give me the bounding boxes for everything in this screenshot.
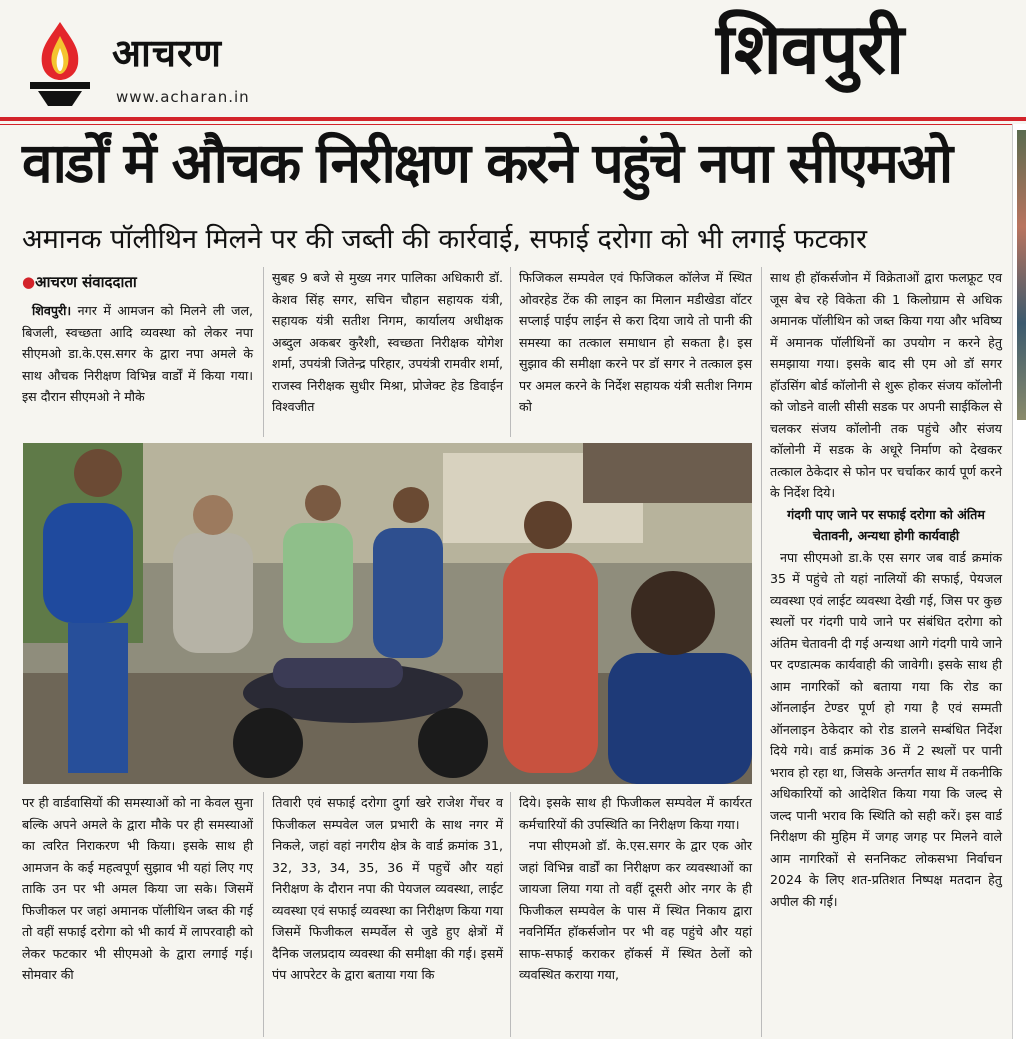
page-title: वार्डों में औचक निरीक्षण करने पहुंचे नपा सीएमओ: [22, 131, 952, 195]
subheadline: अमानक पॉलीथिन मिलने पर की जब्ती की कार्रवाई, सफाई दरोगा को भी लगाई फटकार: [22, 224, 867, 255]
city-section-title: शिवपुरी: [716, 8, 904, 90]
news-photo: [23, 443, 752, 784]
paragraph: नपा सीएमओ डॉ. के.एस.सगर के द्वार एक ओर जहां विभिन्न वार्डों का निरीक्षण कर व्यवस्थाओं का जायजा लिया गया तो वहीं दूसरी ओर नगर के ही फिजीकल सम्पवेल के पास में स्थित निकाय द्वारा नवनिर्मित हॉकर्सजोन पर भी वह पहुंचे और यहां साफ-सफाई कराकर हॉकर्स में स्थित ठेलों को व्यवस्थित कराया गया,: [519, 838, 752, 982]
masthead-rule: [0, 117, 1026, 121]
article-column-3-bottom: [519, 792, 752, 986]
paragraph: नपा सीएमओ डा.के एस सगर जब वार्ड क्रमांक 35 में पहुंचे तो यहां नालियों की सफाई, पेयजल व्यवस्था एवं लाईट व्यवस्था देखी गई, जिस पर कुछ स्थलों पर गंदगी पाये जाने पर संबंधित दरोगा को अंतिम चेतावनी दी गई अन्यथा आगे गंदगी पाये जाने पर दण्डात्मक कार्यवाही की जावेगी। इसके साथ ही आम नागरिकों को बताया गया कि रोड का ऑनलाईन टेण्डर पूर्ण हो गया है एवं सम्मती ऑनलाइन ठेकेदार को रोड डालने सम्बंधित निर्देश दिये गये। वार्ड क्रमांक 36 में 2 स्थलों पर पानी भराव हो रहा था, जिसके अन्तर्गत साथ में तकनीकि अधिकारियों को आदेशित किया गया कि जल्द से जल्द पानी भराव कि स्थिति को सही करें। इस वार्ड निरीक्षण की मुहिम में जगह जगह पर मिलने वाले आम नागरिकों से सननिकट लोकसभा निर्वाचन 2024 के लिए शत-प्रतिशत निष्पक्ष मतदान हेतु अपील की गई।: [770, 549, 1002, 909]
column-rule: [510, 792, 511, 1037]
column-rule: [510, 267, 511, 437]
article-column-4: [770, 267, 1002, 912]
paragraph: दिये। इसके साथ ही फिजीकल सम्पवेल में कार्यरत कर्मचारियों की उपस्थिति का निरीक्षण किया गया।: [519, 795, 752, 832]
paragraph: पर ही वार्डवासियों की समस्याओं को ना केवल सुना बल्कि अपने अमले के द्वारा मौके पर ही समस्याओं का त्वरित निराकरण भी किया। इसके साथ ही आमजन के कई महत्वपूर्ण सुझाव भी यहां लिए गए ताकि उन पर भी अमल किया जा सके। जिसमें फिजीकल पर जहां अमानक पॉलीथिन जब्त की गई तो वहीं सफाई दरोगा को भी कार्य में लापरवाही को लेकर फटकार भी सीएमओ के द्वारा लगाई गई। सोमवार की: [22, 795, 253, 982]
byline: [22, 272, 137, 292]
article-column-3-top: [519, 267, 752, 418]
column-rule: [263, 792, 264, 1037]
column-rule: [761, 267, 762, 1037]
adjacent-page-photo: [1017, 130, 1026, 420]
torch-flame-icon: [24, 18, 96, 110]
brand-name: आचरण: [112, 31, 222, 75]
paragraph: फिजिकल सम्पवेल एवं फिजिकल कॉलेज में स्थित ओवरहेड टेंक की लाइन का मिलान मडीखेडा वॉटर सप्लाई पाईप लाईन से करा दिया जाये तो पानी की समस्या का तत्काल समाधान हो सकता है। इस सुझाव की समीक्षा करने पर डॉ सगर ने तत्काल इस पर अमल करने के निर्देश सहायक यंत्री सतीश निगम को: [519, 270, 752, 414]
paragraph: तिवारी एवं सफाई दरोगा दुर्गा खरे राजेश गेंचर व फिजीकल सम्पवेल जल प्रभारी के साथ नगर में निकले, जहां वहां नगरीय क्षेत्र के वार्ड क्रमांक 31, 32, 33, 34, 35, 36 में पहुचें और यहां निरीक्षण के दौरान नपा की पेयजल व्यवस्था, लाईट व्यवस्था एवं सफाई व्यवस्था का निरीक्षण किया गया जिसमें फिजीकल सम्पर्वेल से जुडे हुए क्षेत्रों में दैनिक जलप्रदाय व्यवस्था की समीक्षा की गई। इसमें पंप आपरेटर के द्वारा बताया गया कि: [272, 795, 503, 982]
paragraph: साथ ही हॉकर्सजोन में विक्रेताओं द्वारा फलफ्रूट एव जूस बेच रहे विकेता की 1 किलोग्राम से अधिक अमानक पॉलीथिन को जब्त किया गया और भविष्य में अमानक पॉलीथिनों का उपयोग न करने हेतु समझाया गया। इसके बाद सी एम ओ डॉ सगर हॉउसिंग बोर्ड कॉलोनी से शुरू होकर संजय कॉलोनी को जोडने वाली सीसी सडक पर अपनी साईकिल से चलकर संजय कॉलोनी तक पहुंचे और संजय कॉलोनी में सडक के अधूरे निर्माण को देखकर तत्काल ठेकेदार से फोन पर चर्चाकर कार्य पूर्ण करने के निर्देश दिये।: [770, 270, 1002, 500]
site-url[interactable]: www.acharan.in: [116, 88, 250, 106]
dateline: शिवपुरी।: [32, 303, 72, 318]
paragraph: सुबह 9 बजे से मुख्य नगर पालिका अधिकारी डॉ. केशव सिंह सगर, सचिन चौहान सहायक यंत्री, सहायक यंत्री सतीश निगम, कार्यालय अधीक्षक अब्दुल अकबर कुरैशी, स्वच्छता निरीक्षक योगेश शर्मा, उपयंत्री जितेन्द्र परिहार, उपयंत्री रामवीर शर्मा, राजस्व निरीक्षक सुधीर मिश्रा, प्रोजेक्ट हेड डिवाईन विश्वजीत: [272, 270, 503, 414]
article-column-1-bottom: [22, 792, 253, 986]
bullet-dot-icon: ●: [22, 273, 36, 291]
masthead-rule-thin: [0, 124, 1026, 125]
article-column-1-top: [22, 300, 253, 408]
column-rule: [263, 267, 264, 437]
article-column-2-bottom: [272, 792, 503, 986]
byline-text: आचरण संवाददाता: [35, 273, 137, 291]
column-subheading: गंदगी पाए जाने पर सफाई दरोगा को अंतिम चेतावनी, अन्यथा होगी कार्यवाही: [787, 506, 985, 543]
paragraph: नगर में आमजन को मिलने ली जल, बिजली, स्वच्छता आदि व्यवस्था को लेकर नपा सीएमओ डा.के.एस.सगर के द्वारा नपा अमले के साथ औचक निरीक्षण विभिन्न वार्डों में किया गया। इस दौरान सीएमओ ने मौके: [22, 303, 253, 404]
article-column-2-top: [272, 267, 503, 418]
